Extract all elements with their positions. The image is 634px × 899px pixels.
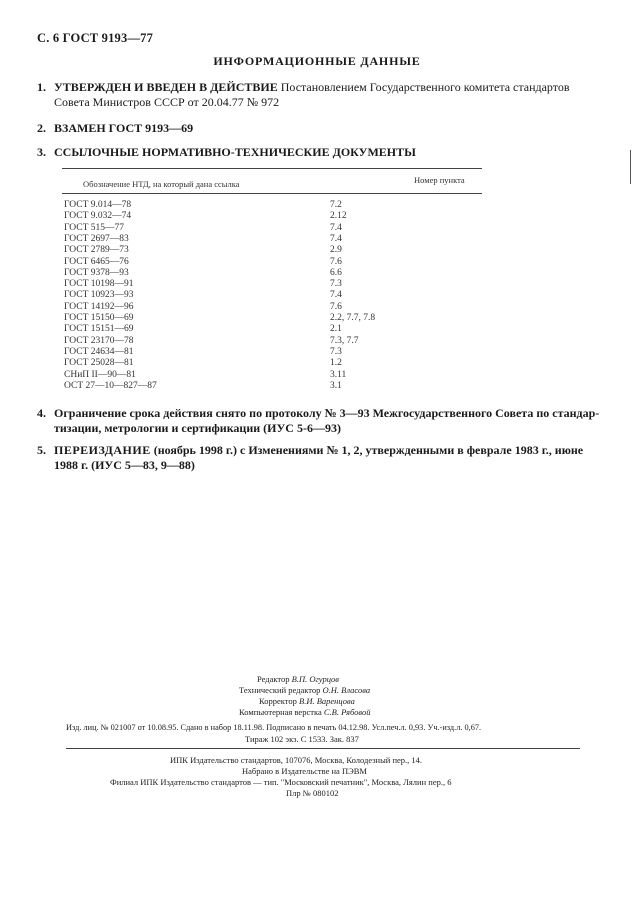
ntd-code: ГОСТ 10198—91 [64, 279, 134, 290]
ntd-code: ГОСТ 9.032—74 [64, 211, 132, 222]
page-header: С. 6 ГОСТ 9193—77 [37, 31, 154, 45]
table-row [0, 370, 634, 381]
point-number: 3.11 [330, 369, 347, 380]
point-number: 7.3 [330, 279, 342, 290]
point-number: 7.2 [330, 200, 342, 210]
section-text [54, 80, 597, 110]
table-row [0, 279, 634, 290]
ntd-code: ГОСТ 15151—69 [64, 324, 134, 335]
section-number: 2. [37, 121, 46, 135]
point-number: 7.4 [330, 233, 342, 244]
ntd-code: ГОСТ 2697—83 [64, 233, 129, 244]
point-number: 7.4 [330, 290, 342, 301]
publisher-line-4: Плр № 080102 [286, 788, 339, 798]
table-col-header-ntd: Обозначение НТД, на который дана ссылка [83, 179, 240, 189]
ntd-code: СНиП II—90—81 [64, 369, 136, 380]
section-line: 1988 г. (ИУС 5—83, 9—88) [54, 458, 195, 472]
point-number: 2.12 [330, 211, 347, 222]
table-row [0, 336, 634, 347]
table-row [0, 302, 634, 313]
publisher-line-3: Филиал ИПК Издательство стандартов — тип. "Московский печатник", Москва, Лялин пер., 6 [110, 777, 452, 787]
credit-editor: Редактор В.П. Огурцов [257, 674, 339, 684]
credit-layout: Компьютерная верстка С.В. Рябовой [239, 707, 371, 717]
table-row [0, 347, 634, 358]
table-row [0, 358, 634, 369]
point-number: 7.4 [330, 222, 342, 233]
point-number: 6.6 [330, 267, 342, 278]
table-row [0, 245, 634, 256]
table-row [0, 223, 634, 234]
point-number: 7.3, 7.7 [330, 335, 359, 346]
page-title: ИНФОРМАЦИОННЫЕ ДАННЫЕ [213, 54, 421, 68]
credit-tech-editor: Технический редактор О.Н. Власова [239, 685, 371, 695]
point-number: 7.6 [330, 256, 342, 267]
section-line: (ноябрь 1998 г.) с Изменениями № 1, 2, утвержденными в феврале 1983 г., июне [150, 443, 584, 457]
table-body [0, 200, 634, 390]
section-number: 3. [37, 145, 46, 159]
ntd-code: ГОСТ 14192—96 [64, 301, 134, 312]
section-4 [37, 406, 607, 438]
section-number: 5. [37, 443, 46, 457]
table-row [0, 268, 634, 279]
publisher-line-1: ИПК Издательство стандартов, 107076, Москва, Колодезный пер., 14. [170, 755, 423, 765]
section-heading: УТВЕРЖДЕН И ВВЕДЕН В ДЕЙСТВИЕ [54, 80, 278, 94]
section-number: 1. [37, 80, 46, 94]
section-heading: ПЕРЕИЗДАНИЕ [54, 443, 151, 457]
imprint-line-1: Изд. лиц. № 021007 от 10.08.95. Сдано в набор 18.11.98. Подписано в печать 04.12.98. Усл.печ.л. 0,93. Уч.-изд.л. 0,67. [66, 723, 482, 732]
publisher-line-2: Набрано в Издательстве на ПЭВМ [242, 766, 367, 776]
table-col-header-point: Номер пункта [414, 175, 465, 185]
section-text [54, 406, 607, 436]
point-number: 2.9 [330, 245, 342, 256]
ntd-code: ГОСТ 15150—69 [64, 313, 134, 323]
section-number: 4. [37, 406, 46, 420]
ntd-code: ГОСТ 6465—76 [64, 256, 129, 267]
point-number: 1.2 [330, 358, 342, 369]
section-5 [37, 443, 607, 475]
ntd-code: ГОСТ 24634—81 [64, 346, 134, 357]
section-body: Постановлением Государственного комитета стандартов Совета Министров СССР от 20.04.77 № 972 [54, 80, 570, 109]
ntd-code: ГОСТ 25028—81 [64, 358, 134, 369]
section-1 [37, 80, 597, 112]
ntd-code: ОСТ 27—10—827—87 [64, 380, 157, 391]
table-row [0, 381, 634, 392]
section-text [54, 121, 597, 136]
point-number: 3.1 [330, 380, 342, 391]
table-row [0, 324, 634, 335]
section-text [54, 443, 607, 473]
point-number: 7.3 [330, 346, 342, 357]
table-header-rule [62, 193, 482, 194]
table-row [0, 234, 634, 245]
ntd-code: ГОСТ 9378—93 [64, 267, 129, 278]
table-row [0, 200, 634, 211]
table-top-rule [62, 168, 482, 169]
ntd-code: ГОСТ 10923—93 [64, 290, 134, 301]
point-number: 2.2, 7.7, 7.8 [330, 313, 376, 323]
section-line: Ограничение срока действия снято по протоколу № 3—93 Межгосударственного Совета по стандар- [54, 406, 600, 420]
edge-mark [630, 150, 631, 184]
table-row [0, 211, 634, 222]
ntd-code: ГОСТ 23170—78 [64, 335, 134, 346]
table-row [0, 313, 634, 324]
imprint-rule [66, 748, 580, 749]
section-line: тизации, метрологии и сертификации (ИУС 5-6—93) [54, 421, 341, 435]
ntd-code: ГОСТ 9.014—78 [64, 200, 132, 210]
ntd-code: ГОСТ 2789—73 [64, 245, 129, 256]
ntd-code: ГОСТ 515—77 [64, 222, 124, 233]
table-row [0, 257, 634, 268]
point-number: 2.1 [330, 324, 342, 335]
section-heading: ВЗАМЕН ГОСТ 9193—69 [54, 121, 194, 135]
section-3 [37, 145, 597, 161]
point-number: 7.6 [330, 301, 342, 312]
section-text [54, 145, 597, 160]
imprint-line-2: Тираж 102 экз. С 1533. Зак. 837 [245, 734, 359, 744]
table-row [0, 290, 634, 301]
credit-corrector: Корректор В.И. Варенцова [259, 696, 355, 706]
section-heading: ССЫЛОЧНЫЕ НОРМАТИВНО-ТЕХНИЧЕСКИЕ ДОКУМЕНТЫ [54, 145, 416, 159]
section-2 [37, 121, 597, 137]
